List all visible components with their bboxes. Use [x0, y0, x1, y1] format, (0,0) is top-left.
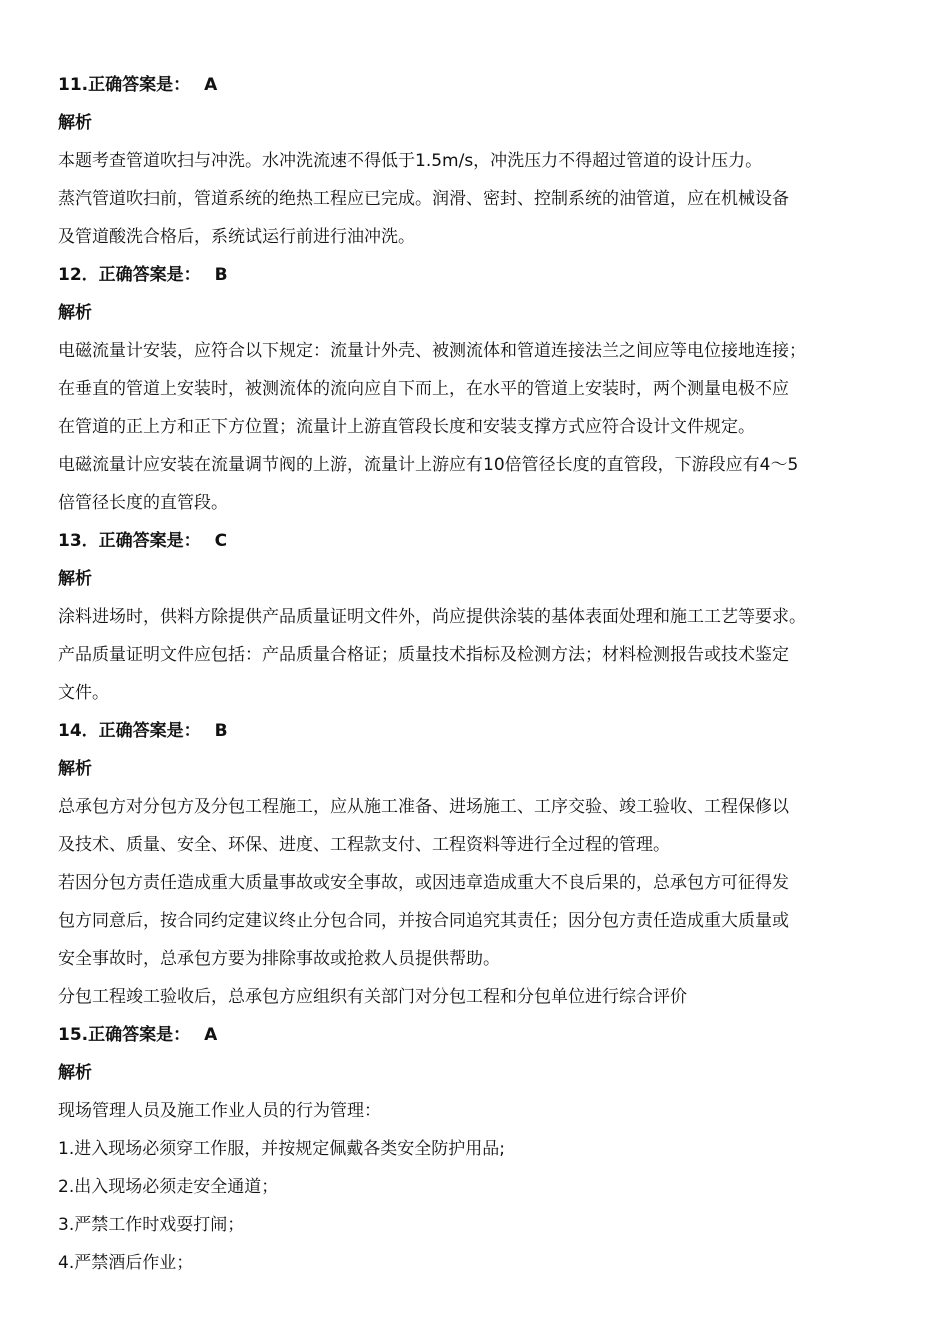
- q12-text-line: 电磁流量计应安装在流量调节阀的上游，流量计上游应有10倍管径长度的直管段，下游段应有4～5: [58, 455, 799, 475]
- answer-letter: C: [214, 531, 228, 551]
- q12-text-line: 倍管径长度的直管段。: [58, 493, 228, 513]
- q11-answer: [58, 66, 898, 104]
- q12-text-line: 在管道的正上方和正下方位置；流量计上游直管段长度和安装支撑方式应符合设计文件规定。: [58, 417, 755, 437]
- answer-label: 12．正确答案是：: [58, 265, 201, 285]
- q14-text-line: 总承包方对分包方及分包工程施工，应从施工准备、进场施工、工序交验、竣工验收、工程保修以: [58, 797, 789, 817]
- q15-analysis-title: 解析: [58, 1063, 92, 1083]
- answer-letter: B: [214, 721, 228, 741]
- q13-text-line: 文件。: [58, 683, 109, 703]
- q13-answer: [58, 522, 898, 560]
- q11-text-line: 及管道酸洗合格后，系统试运行前进行油冲洗。: [58, 227, 415, 247]
- q12-answer: [58, 256, 898, 294]
- q15-text-line: 3.严禁工作时戏耍打闹；: [58, 1215, 245, 1235]
- q13-text-line: 涂料进场时，供料方除提供产品质量证明文件外，尚应提供涂装的基体表面处理和施工工艺等要求。: [58, 607, 806, 627]
- q12-text-line: 电磁流量计安装，应符合以下规定：流量计外壳、被测流体和管道连接法兰之间应等电位接地连接；: [58, 341, 806, 361]
- q13-text-line: 产品质量证明文件应包括：产品质量合格证；质量技术指标及检测方法；材料检测报告或技术鉴定: [58, 645, 789, 665]
- q14-text-line: 及技术、质量、安全、环保、进度、工程款支付、工程资料等进行全过程的管理。: [58, 835, 670, 855]
- answer-label: 13．正确答案是：: [58, 531, 201, 551]
- answer-label: 11.正确答案是：: [58, 75, 191, 95]
- q14-answer: [58, 712, 898, 750]
- q11-text-line: 本题考查管道吹扫与冲洗。水冲洗流速不得低于1.5m/s，冲洗压力不得超过管道的设计压力。: [58, 151, 763, 171]
- q12-text-line: 在垂直的管道上安装时，被测流体的流向应自下而上，在水平的管道上安装时，两个测量电极不应: [58, 379, 789, 399]
- q14-text-line: 安全事故时，总承包方要为排除事故或抢救人员提供帮助。: [58, 949, 500, 969]
- q11-analysis-title: 解析: [58, 113, 92, 133]
- q15-text-line: 现场管理人员及施工作业人员的行为管理：: [58, 1101, 381, 1121]
- answer-label: 14．正确答案是：: [58, 721, 201, 741]
- q14-analysis-title: 解析: [58, 759, 92, 779]
- answer-letter: A: [204, 75, 218, 95]
- q15-text-line: 1.进入现场必须穿工作服，并按规定佩戴各类安全防护用品;: [58, 1139, 505, 1159]
- q14-text-line: 若因分包方责任造成重大质量事故或安全事故，或因违章造成重大不良后果的，总承包方可征得发: [58, 873, 789, 893]
- answer-letter: A: [204, 1025, 218, 1045]
- q15-answer: [58, 1016, 898, 1054]
- document-page: [58, 66, 898, 1282]
- q11-text-line: 蒸汽管道吹扫前，管道系统的绝热工程应已完成。润滑、密封、控制系统的油管道，应在机械设备: [58, 189, 789, 209]
- q13-analysis-title: 解析: [58, 569, 92, 589]
- answer-letter: B: [214, 265, 228, 285]
- q14-text-line: 包方同意后，按合同约定建议终止分包合同，并按合同追究其责任；因分包方责任造成重大质量或: [58, 911, 789, 931]
- answer-label: 15.正确答案是：: [58, 1025, 191, 1045]
- q15-text-line: 2.出入现场必须走安全通道；: [58, 1177, 279, 1197]
- q12-analysis-title: 解析: [58, 303, 92, 323]
- q14-text-line: 分包工程竣工验收后，总承包方应组织有关部门对分包工程和分包单位进行综合评价: [58, 987, 687, 1007]
- q15-text-line: 4.严禁酒后作业；: [58, 1253, 194, 1273]
